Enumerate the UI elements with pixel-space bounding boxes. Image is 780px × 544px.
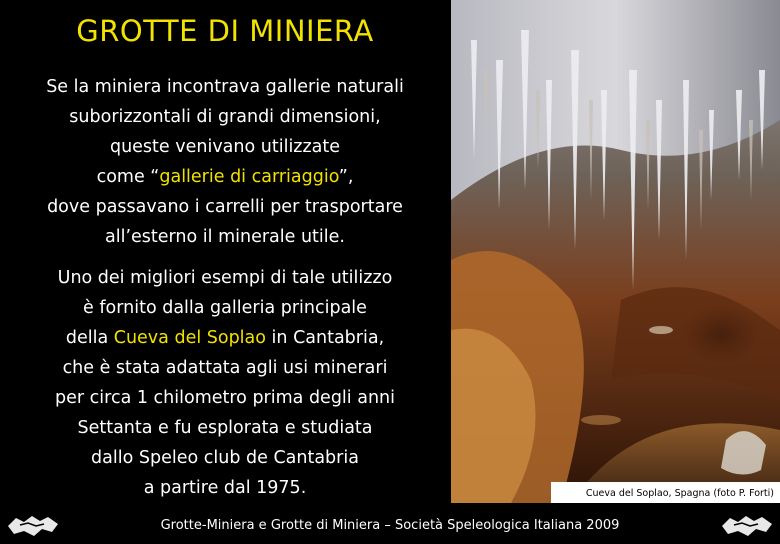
- cave-photo-illustration: [451, 0, 780, 503]
- text-line: dove passavano i carrelli per trasportare: [47, 197, 403, 217]
- text-line: suborizzontali di grandi dimensioni,: [69, 107, 381, 127]
- text-line: Uno dei migliori esempi di tale utilizzo: [57, 268, 393, 288]
- text-line: per circa 1 chilometro prima degli anni: [55, 388, 395, 408]
- text-line: a partire dal 1975.: [143, 478, 307, 498]
- photo-caption: Cueva del Soplao, Spagna (foto P. Forti): [585, 488, 774, 499]
- highlight-place: Cueva del Soplao: [113, 328, 266, 348]
- text-fragment: ”,: [338, 167, 354, 187]
- highlight-term: gallerie di carriaggio: [159, 167, 339, 187]
- paragraph-carriaggio: [0, 72, 450, 252]
- text-line: all’esterno il minerale utile.: [105, 227, 345, 247]
- text-line: che è stata adattata agli usi minerari: [62, 358, 388, 378]
- paragraph-soplao: [0, 263, 450, 503]
- cave-photo: [451, 0, 780, 503]
- text-fragment: come “: [96, 167, 160, 187]
- text-line: dallo Speleo club de Cantabria: [91, 448, 359, 468]
- slide-title: GROTTE DI MINIERA: [76, 14, 374, 48]
- text-line: Settanta e fu esplorata e studiata: [77, 418, 373, 438]
- text-fragment: in Cantabria,: [265, 328, 385, 348]
- text-line: queste venivano utilizzate: [109, 137, 341, 157]
- text-line: è fornito dalla galleria principale: [83, 298, 367, 318]
- text-line: Se la miniera incontrava gallerie naturali: [46, 77, 404, 97]
- text-line: [0, 162, 450, 192]
- text-fragment: della: [65, 328, 114, 348]
- footer-credit: Grotte-Miniera e Grotte di Miniera – Società Speleologica Italiana 2009: [160, 518, 620, 533]
- text-line: [0, 323, 450, 353]
